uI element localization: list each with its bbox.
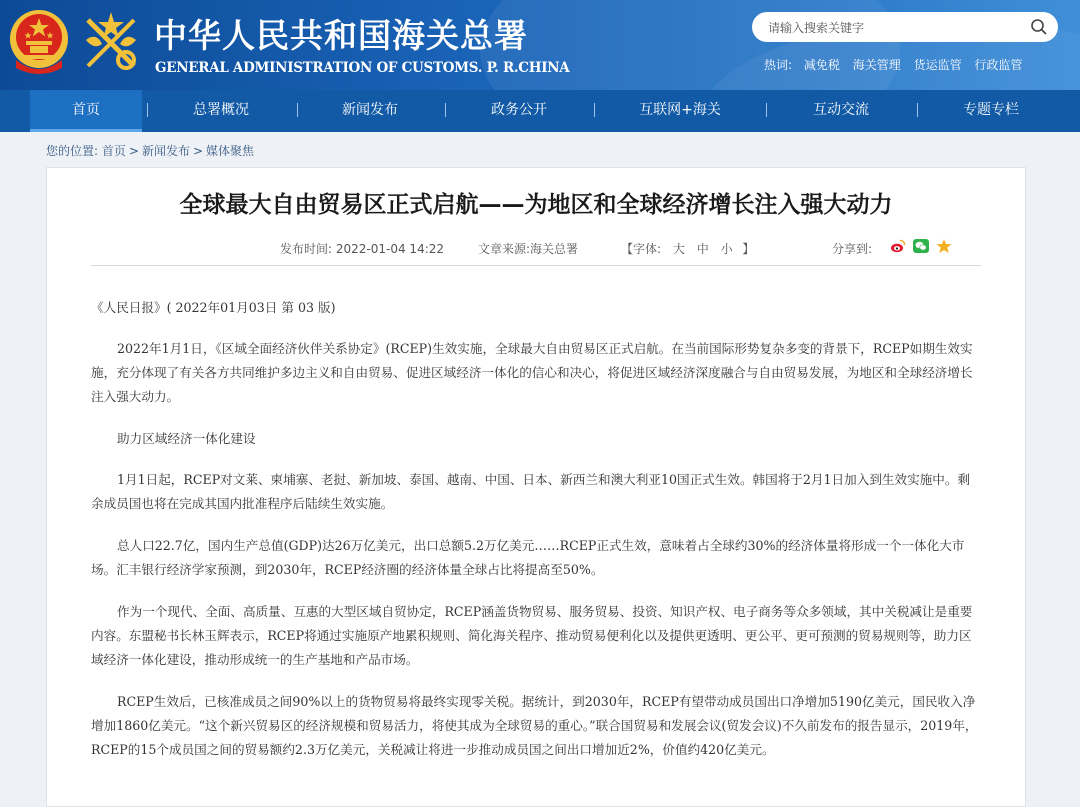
paragraph-text: 助力区域经济一体化建设 (117, 431, 256, 446)
favorite-icon[interactable] (936, 238, 952, 254)
search-icon[interactable] (1030, 18, 1048, 36)
national-emblem-icon[interactable] (8, 8, 70, 74)
hot-word-link[interactable]: 货运监管 (913, 58, 962, 72)
nav-separator (147, 103, 148, 117)
article-paragraph (91, 296, 981, 320)
source-value: 海关总署 (530, 242, 579, 256)
source-label: 文章来源: (478, 242, 531, 256)
nav-item-government-affairs[interactable]: 政务公开 (491, 102, 547, 118)
nav-item-news[interactable]: 新闻发布 (342, 102, 398, 118)
breadcrumb-media-focus[interactable]: 媒体聚焦 (206, 144, 255, 158)
paragraph-text: 作为一个现代、全面、高质量、互惠的大型区域自贸协定，RCEP涵盖货物贸易、服务贸易、投资、知识产权、电子商务等众多领域，其中关税减让是重要内容。东盟秘书长林玉辉表示，RCEP将通过实施原产地累积规则、简化海关程序、推动贸易便利化以及提供更透明、更公平、更可预测的贸易规则等，助力区域经济一体化建设，推动形成统一的生产基地和产品市场。 (91, 604, 973, 667)
hot-word-link[interactable]: 行政监管 (974, 58, 1023, 72)
hot-words (764, 56, 1031, 73)
share-icons (890, 238, 952, 254)
nav-item-internet-customs[interactable]: 互联网+海关 (639, 102, 721, 118)
article-card (46, 167, 1026, 807)
article-title: 全球最大自由贸易区正式启航——为地区和全球经济增长注入强大动力 (179, 192, 893, 218)
wechat-icon[interactable] (913, 238, 929, 254)
font-size-label: 【字体: (621, 242, 662, 256)
breadcrumb-label: 您的位置: (46, 144, 99, 158)
hot-words-label: 热词: (764, 58, 793, 72)
font-size-controls (621, 240, 754, 257)
nav-item-overview[interactable]: 总署概况 (193, 102, 249, 118)
site-title-en[interactable]: GENERAL ADMINISTRATION OF CUSTOMS. P. R.CHINA (155, 60, 570, 76)
main-nav (0, 90, 1080, 132)
paragraph-text: 《人民日报》( 2022年01月03日 第 03 版) (91, 300, 336, 315)
font-large-button[interactable]: 大 (672, 242, 685, 256)
publish-time-value: 2022-01-04 14:22 (335, 242, 445, 256)
search-box[interactable] (752, 12, 1058, 42)
article-paragraph (91, 534, 981, 582)
publish-time (280, 240, 444, 257)
font-medium-button[interactable]: 中 (696, 242, 709, 256)
article-subheading (91, 427, 981, 451)
weibo-icon[interactable] (890, 238, 906, 254)
breadcrumb-home[interactable]: 首页 (101, 144, 126, 158)
nav-item-special-topics[interactable]: 专题专栏 (963, 102, 1019, 118)
publish-time-label: 发布时间: (280, 242, 333, 256)
hot-word-link[interactable]: 减免税 (803, 58, 840, 72)
font-small-button[interactable]: 小 (720, 242, 733, 256)
nav-separator (445, 103, 446, 117)
meta-divider (91, 265, 981, 266)
breadcrumb (46, 142, 254, 159)
customs-logo-icon[interactable] (80, 10, 142, 74)
breadcrumb-separator: > (192, 144, 204, 158)
nav-item-home[interactable]: 首页 (30, 90, 142, 132)
nav-item-interaction[interactable]: 互动交流 (813, 102, 869, 118)
site-title-cn[interactable]: 中华人民共和国海关总署 (154, 16, 528, 55)
paragraph-text: 2022年1月1日，《区域全面经济伙伴关系协定》(RCEP)生效实施，全球最大自由贸易区正式启航。在当前国际形势复杂多变的背景下，RCEP如期生效实施，充分体现了有关各方共同维护多边主义和自由贸易、促进区域经济一体化的信心和决心，将促进区域经济深度融合与自由贸易发展，为地区和全球经济增长注入强大动力。 (91, 341, 973, 404)
paragraph-text: 1月1日起，RCEP对文莱、柬埔寨、老挝、新加坡、泰国、越南、中国、日本、新西兰和澳大利亚10国正式生效。韩国将于2月1日加入到生效实施中。剩余成员国也将在完成其国内批准程序后陆续生效实施。 (91, 472, 971, 511)
share-label: 分享到: (832, 242, 873, 256)
nav-separator (917, 103, 918, 117)
article-source (478, 240, 578, 257)
paragraph-text: RCEP生效后，已核准成员之间90%以上的货物贸易将最终实现零关税。据统计，到2030年，RCEP有望带动成员国出口净增加5190亿美元，国民收入净增加1860亿美元。“这个新兴贸易区的经济规模和贸易活力，将使其成为全球贸易的重心。”联合国贸易和发展会议(贸发会议)不久前发布的报告显示，2019年，RCEP的15个成员国之间的贸易额约2.3万亿美元，关税减让将进一步推动成员国之间出口增加近2%，价值约420亿美元。 (91, 694, 978, 757)
breadcrumb-news[interactable]: 新闻发布 (141, 144, 190, 158)
nav-separator (766, 103, 767, 117)
article-paragraph (91, 468, 981, 516)
article-paragraph (91, 600, 981, 672)
font-size-close: 】 (742, 242, 755, 256)
search-input[interactable] (766, 17, 1020, 39)
paragraph-text: 总人口22.7亿，国内生产总值(GDP)达26万亿美元，出口总额5.2万亿美元……RCEP正式生效，意味着占全球约30%的经济体量将形成一个一体化大市场。汇丰银行经济学家预测，到2030年，RCEP经济圈的经济体量全球占比将提高至50%。 (91, 538, 965, 577)
breadcrumb-separator: > (128, 144, 139, 158)
site-header (0, 0, 1080, 90)
hot-word-link[interactable]: 海关管理 (852, 58, 901, 72)
nav-separator (297, 103, 298, 117)
article-paragraph (91, 690, 981, 762)
nav-separator (594, 103, 595, 117)
article-paragraph (91, 337, 981, 409)
